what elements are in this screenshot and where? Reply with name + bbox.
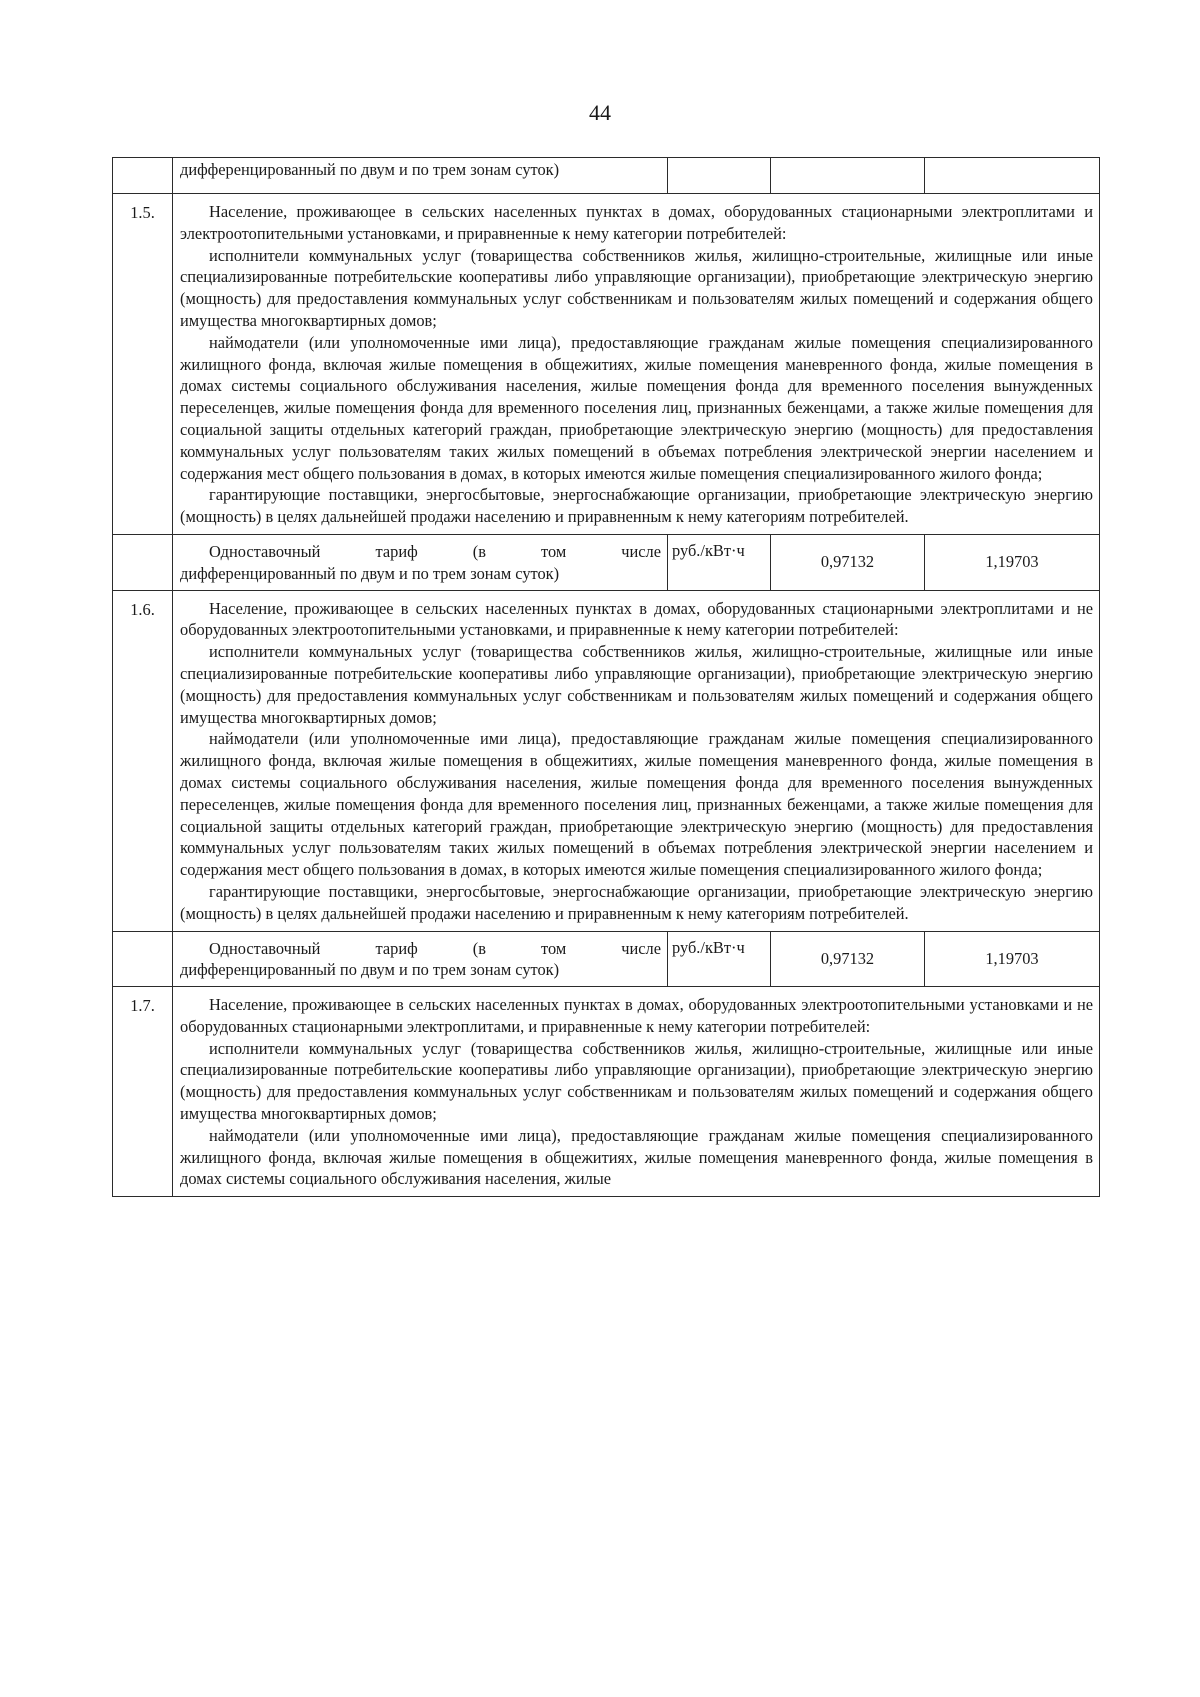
row-number: 1.7. xyxy=(130,996,155,1016)
paragraph: Население, проживающее в сельских населенных пунктах в домах, оборудованных электроотопительными установками и не оборудованных стационарными электроплитами, и приравненные к нему категории потребителей: xyxy=(180,995,1093,1036)
unit-cell: руб./кВт·ч xyxy=(668,534,771,590)
paragraph: Население, проживающее в сельских населенных пунктах в домах, оборудованных стационарными электроплитами и электроотопительными установками, и приравненные к нему категории потребителей: xyxy=(180,202,1093,243)
page-number: 44 xyxy=(589,100,611,125)
value-cell xyxy=(771,158,925,194)
tariff-table xyxy=(112,157,1100,1197)
row-number-cell xyxy=(113,158,173,194)
tariff-value-2: 1,19703 xyxy=(925,534,1100,590)
paragraph: исполнители коммунальных услуг (товарищества собственников жилья, жилищно-строительные, жилищные или иные специализированные потребительские кооперативы либо управляющие организации), приобретающие электрическую энергию (мощность) для предоставления коммунальных услуг собственникам и пользователям жилых помещений и содержания общего имущества многоквартирных домов; xyxy=(180,1038,1093,1124)
row-number: 1.5. xyxy=(130,203,155,222)
paragraph: Население, проживающее в сельских населенных пунктах в домах, оборудованных стационарными электроплитами и не оборудованных электроотопительными установками, и приравненные к нему категории потребителей: xyxy=(180,598,1093,640)
row-number-cell xyxy=(113,590,173,931)
section-row-1-6 xyxy=(113,590,1100,931)
row-number-cell xyxy=(113,194,173,535)
tariff-label: дифференцированный по двум и по трем зонам суток) xyxy=(180,563,560,583)
row-number: 1.6. xyxy=(130,599,155,619)
paragraph: исполнители коммунальных услуг (товарищества собственников жилья, жилищно-строительные, жилищные или иные специализированные потребительские кооперативы либо управляющие организации), приобретающие электрическую энергию (мощность) для предоставления коммунальных услуг собственникам и пользователям жилых помещений и содержания общего имущества многоквартирных домов; xyxy=(180,245,1093,330)
tariff-row xyxy=(113,534,1100,590)
paragraph: наймодатели (или уполномоченные ими лица), предоставляющие гражданам жилые помещения специализированного жилищного фонда, включая жилые помещения в общежитиях, жилые помещения маневренного фонда, жилые помещения в домах системы социального обслуживания населения, жилые помещения фонда для временного поселения вынужденных переселенцев, жилые помещения фонда для временного поселения лиц, признанных беженцами, а также жилые помещения для социальной защиты отдельных категорий граждан, приобретающие электрическую энергию (мощность) для предоставления коммунальных услуг пользователям таких жилых помещений в объемах потребления электрической энергии населением и содержания мест общего пользования в домах, в которых имеются жилые помещения специализированного жилого фонда; xyxy=(180,729,1093,880)
tariff-label: дифференцированный по двум и по трем зонам суток) xyxy=(180,960,560,980)
row-number-cell xyxy=(113,987,173,1197)
continuation-text: дифференцированный по двум и по трем зонам суток) xyxy=(173,158,668,194)
tariff-value-2: 1,19703 xyxy=(925,931,1100,987)
tariff-value-1: 0,97132 xyxy=(771,931,925,987)
paragraph: гарантирующие поставщики, энергосбытовые, энергоснабжающие организации, приобретающие электрическую энергию (мощность) в целях дальнейшей продажи населению и приравненным к нему категориям потребителей. xyxy=(180,485,1093,527)
paragraph: наймодатели (или уполномоченные ими лица), предоставляющие гражданам жилые помещения специализированного жилищного фонда, включая жилые помещения в общежитиях, жилые помещения маневренного фонда, жилые помещения в домах системы социального обслуживания населения, жилые помещения фонда для временного поселения вынужденных переселенцев, жилые помещения фонда для временного поселения лиц, признанных беженцами, а также жилые помещения для социальной защиты отдельных категорий граждан, приобретающие электрическую энергию (мощность) для предоставления коммунальных услуг пользователям таких жилых помещений в объемах потребления электрической энергии населением и содержания мест общего пользования в домах, в которых имеются жилые помещения специализированного жилого фонда; xyxy=(180,332,1093,483)
continuation-row xyxy=(113,158,1100,194)
tariff-row xyxy=(113,931,1100,987)
paragraph: гарантирующие поставщики, энергосбытовые, энергоснабжающие организации, приобретающие электрическую энергию (мощность) в целях дальнейшей продажи населению и приравненным к нему категориям потребителей. xyxy=(180,881,1093,923)
section-description xyxy=(173,590,1100,931)
section-row-1-5 xyxy=(113,194,1100,535)
tariff-label: Одноставочный тариф (в том числе xyxy=(209,938,661,958)
tariff-value-1: 0,97132 xyxy=(771,534,925,590)
section-description xyxy=(173,987,1100,1197)
value-cell xyxy=(925,158,1100,194)
unit-cell: руб./кВт·ч xyxy=(668,931,771,987)
paragraph: наймодатели (или уполномоченные ими лица), предоставляющие гражданам жилые помещения специализированного жилищного фонда, включая жилые помещения в общежитиях, жилые помещения маневренного фонда, жилые помещения в домах системы социального обслуживания населения, жилые xyxy=(180,1125,1093,1189)
section-row-1-7 xyxy=(113,987,1100,1197)
paragraph: исполнители коммунальных услуг (товарищества собственников жилья, жилищно-строительные, жилищные или иные специализированные потребительские кооперативы либо управляющие организации), приобретающие электрическую энергию (мощность) для предоставления коммунальных услуг собственникам и пользователям жилых помещений и содержания общего имущества многоквартирных домов; xyxy=(180,642,1093,727)
tariff-label-cell xyxy=(173,931,668,987)
tariff-label-cell xyxy=(173,534,668,590)
section-description xyxy=(173,194,1100,535)
unit-cell xyxy=(668,158,771,194)
row-number-cell xyxy=(113,534,173,590)
row-number-cell xyxy=(113,931,173,987)
tariff-label: Одноставочный тариф (в том числе xyxy=(209,541,661,561)
